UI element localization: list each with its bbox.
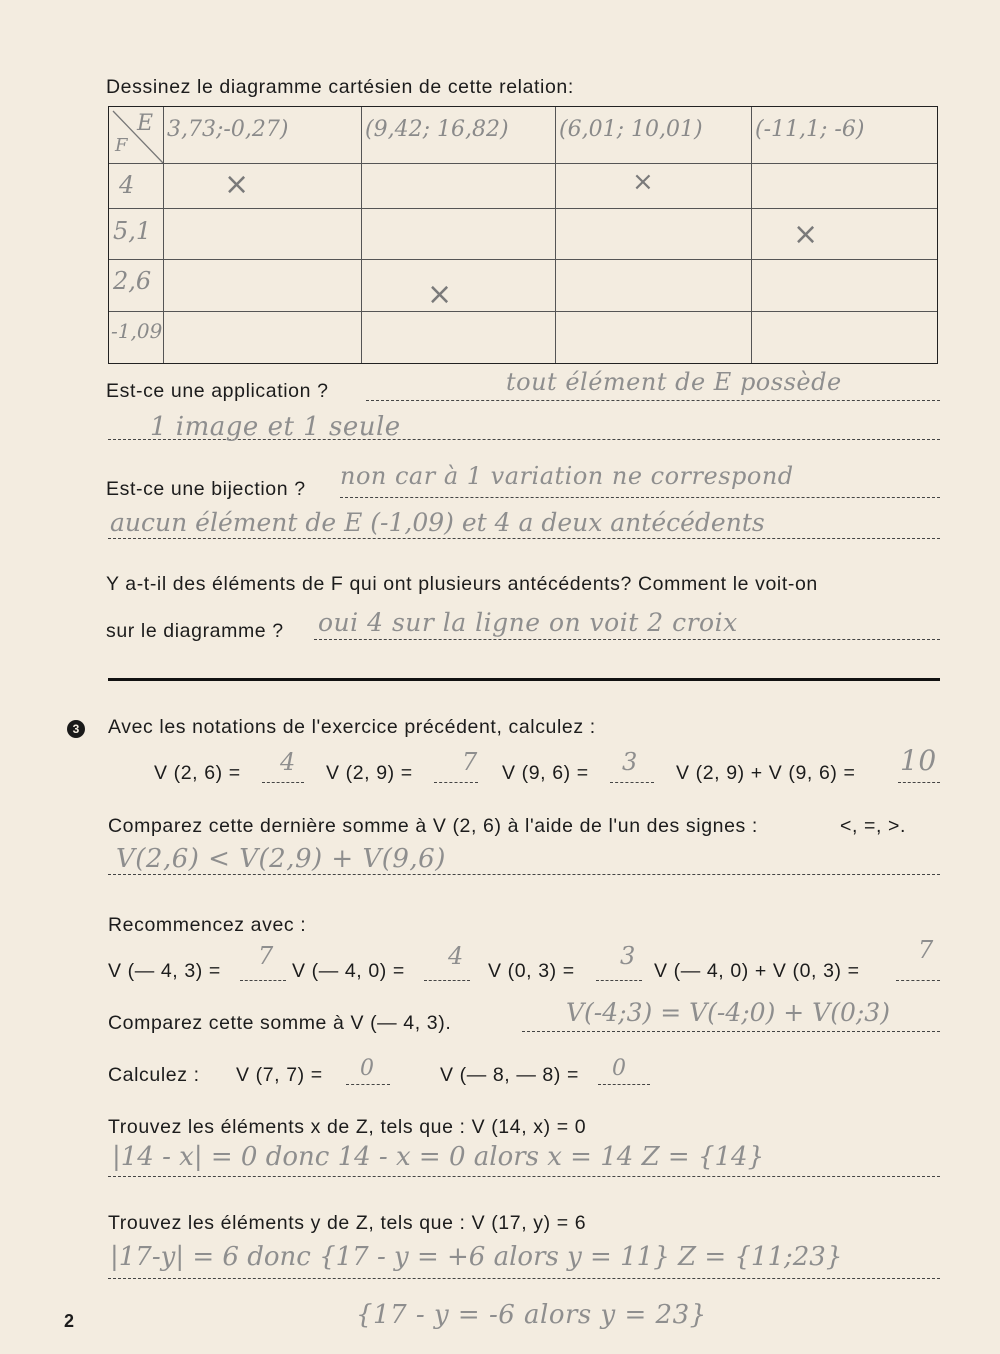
w-2-label: V (— 4, 0) = xyxy=(292,960,405,982)
c-1-answer: 0 xyxy=(360,1056,375,1081)
trouvez-x-answer: |14 - x| = 0 donc 14 - x = 0 alors x = 14 Z = {14} xyxy=(112,1142,765,1172)
row-header: 2,6 xyxy=(113,267,152,295)
trouvez-y-answer-line2: {17 - y = -6 alors y = 23} xyxy=(356,1300,707,1330)
column-header: (6,01; 10,01) xyxy=(559,117,703,142)
w-1-answer: 7 xyxy=(258,942,274,970)
signs: <, =, >. xyxy=(840,815,907,837)
w-4-answer: 7 xyxy=(918,936,934,964)
column-header: (9,42; 16,82) xyxy=(365,117,509,142)
question-antecedents-line1: Y a-t-il des éléments de F qui ont plusieurs antécédents? Comment le voit-on xyxy=(106,573,818,595)
w-1-label: V (— 4, 3) = xyxy=(108,960,221,982)
cartesian-table xyxy=(108,106,938,364)
corner-e-label: E xyxy=(137,111,154,136)
question-antecedents-line2: sur le diagramme ? xyxy=(106,620,284,642)
v-2-9-answer: 7 xyxy=(462,748,478,776)
trouvez-x-instruction: Trouvez les éléments x de Z, tels que : V (14, x) = 0 xyxy=(108,1116,587,1138)
exercise-intro: Avec les notations de l'exercice précédent, calculez : xyxy=(108,716,596,738)
question-bijection: Est-ce une bijection ? xyxy=(106,478,306,500)
answer-bijection-line2: aucun élément de E (-1,09) et 4 a deux antécédents xyxy=(110,508,765,537)
w-3-label: V (0, 3) = xyxy=(488,960,575,982)
cross-mark: × xyxy=(632,167,654,197)
page-number: 2 xyxy=(64,1311,75,1331)
row-header: 5,1 xyxy=(113,217,152,245)
answer-antecedents: oui 4 sur la ligne on voit 2 croix xyxy=(318,608,738,637)
c-2-label: V (— 8, — 8) = xyxy=(440,1064,579,1086)
w-4-label: V (— 4, 0) + V (0, 3) = xyxy=(654,960,860,982)
v-2-6-label: V (2, 6) = xyxy=(154,762,241,784)
cross-mark: × xyxy=(224,167,250,202)
column-header: (-11,1; -6) xyxy=(755,117,865,142)
row-header: -1,09 xyxy=(111,319,163,343)
recommencez-label: Recommencez avec : xyxy=(108,914,307,936)
w-3-answer: 3 xyxy=(620,942,636,970)
column-header: 3,73;-0,27) xyxy=(167,117,289,142)
cross-mark: × xyxy=(427,277,453,312)
v-9-6-answer: 3 xyxy=(622,748,638,776)
compare-answer: V(2,6) < V(2,9) + V(9,6) xyxy=(116,844,446,874)
answer-application-line1: tout élément de E possède xyxy=(506,368,842,396)
compare-sum-answer: V(-4;3) = V(-4;0) + V(0;3) xyxy=(566,998,890,1027)
compare-instruction: Comparez cette dernière somme à V (2, 6) à l'aide de l'un des signes : xyxy=(108,815,758,837)
compare-sum-instruction: Comparez cette somme à V (— 4, 3). xyxy=(108,1012,452,1034)
c-2-answer: 0 xyxy=(612,1056,627,1081)
c-1-label: V (7, 7) = xyxy=(236,1064,323,1086)
w-2-answer: 4 xyxy=(448,942,464,970)
calculez-label: Calculez : xyxy=(108,1064,200,1086)
answer-application-line2: 1 image et 1 seule xyxy=(150,412,401,442)
section-divider xyxy=(108,678,940,681)
instruction-diagram: Dessinez le diagramme cartésien de cette relation: xyxy=(106,76,574,98)
trouvez-y-instruction: Trouvez les éléments y de Z, tels que : V (17, y) = 6 xyxy=(108,1212,587,1234)
answer-bijection-line1: non car à 1 variation ne correspond xyxy=(340,462,794,490)
exercise-number-badge: 3 xyxy=(67,720,85,738)
trouvez-y-answer-line1: |17-y| = 6 donc {17 - y = +6 alors y = 11} Z = {11;23} xyxy=(110,1242,843,1272)
corner-f-label: F xyxy=(115,135,128,156)
v-2-6-answer: 4 xyxy=(280,748,296,776)
question-application: Est-ce une application ? xyxy=(106,380,329,402)
cross-mark: × xyxy=(793,217,819,252)
row-header: 4 xyxy=(119,171,135,199)
v-9-6-label: V (9, 6) = xyxy=(502,762,589,784)
v-2-9-label: V (2, 9) = xyxy=(326,762,413,784)
v-sum-label: V (2, 9) + V (9, 6) = xyxy=(676,762,856,784)
v-sum-answer: 10 xyxy=(900,744,937,777)
